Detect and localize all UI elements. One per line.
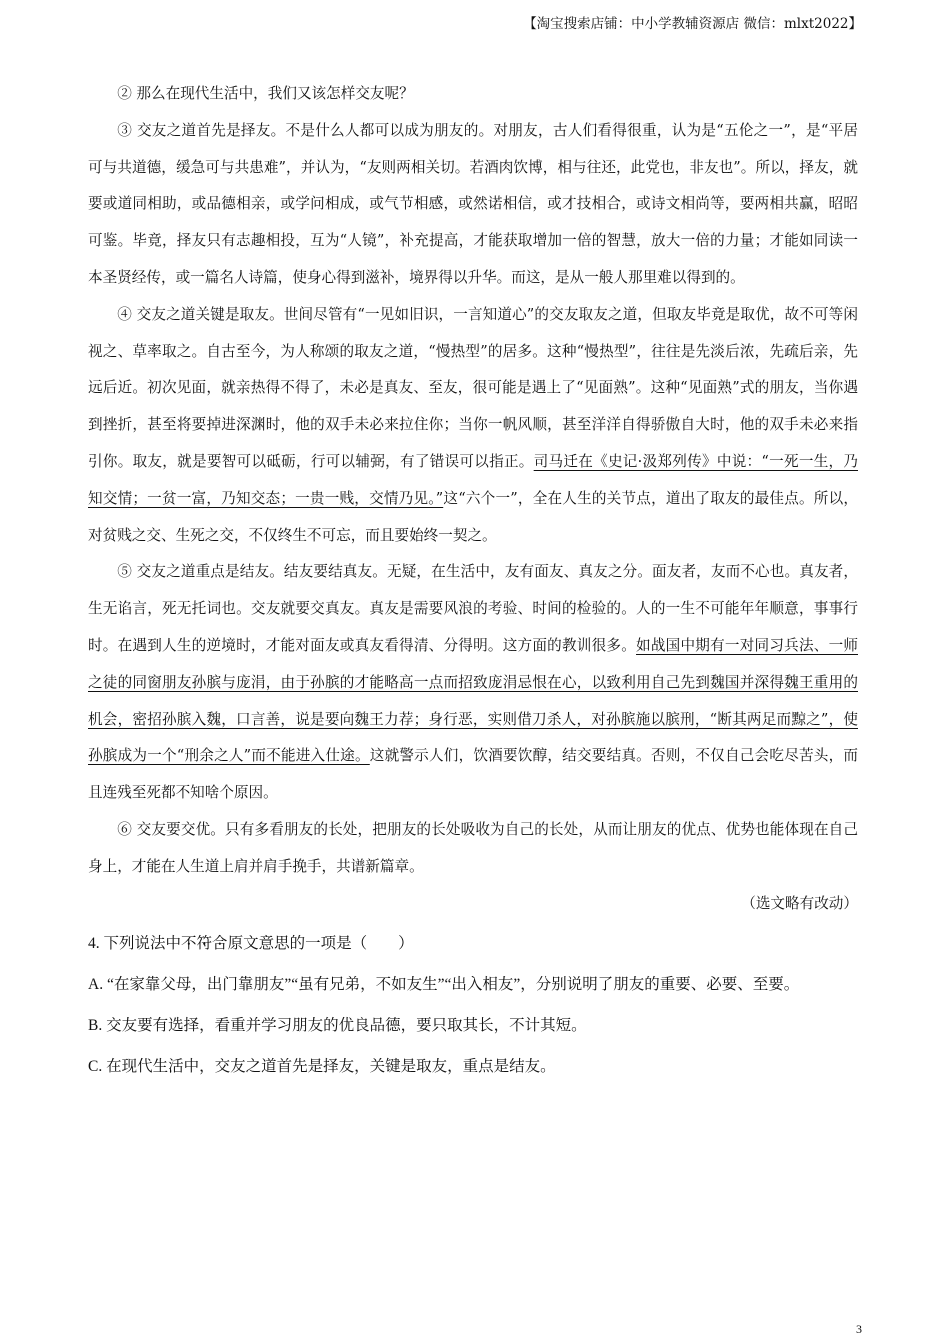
paragraph-5-text-b: 这就警示人们，饮酒要饮醇，结交要结真。否则，不仅自己会吃尽苦头，而且连残至死都不知啥个原因。 <box>88 747 858 802</box>
paragraph-5 <box>88 554 858 812</box>
option-a: A. “在家靠父母，出门靠朋友”“虽有兄弟，不如友生”“出入相友”，分别说明了朋友的重要、必要、至要。 <box>88 976 800 994</box>
paragraph-5-underlined-example: 如战国中期有一对同习兵法、一师之徒的同窗朋友孙膑与庞涓，由于孙膑的才能略高一点而招致庞涓忌恨在心，以致利用自己先到魏国并深得魏王重用的机会，密招孙膑入魏，口言善，说是要向魏王力荐；身行恶，实则借刀杀人，对孙膑施以膑刑，“断其两足而黥之”，使孙膑成为一个“刑余之人”而不能进入仕途。 <box>88 636 858 765</box>
emphasis-char: 合 • <box>212 935 228 952</box>
option-c: C. 在现代生活中，交友之道首先是择友，关键是取友，重点是结友。 <box>88 1057 556 1075</box>
paragraph-6: ⑥ 交友要交优。只有多看朋友的长处，把朋友的长处吸收为自己的长处，从而让朋友的优点、优势也能体现在自己身上，才能在人生道上肩并肩手挽手，共谱新篇章。 <box>88 820 858 875</box>
source-note: （选文略有改动） <box>741 894 858 912</box>
paragraph-4-underlined-quote: 司马迁在《史记·汲郑列传》中说：“一死一生，乃知交情；一贫一富，乃知交态；一贵一贱，交情乃见。” <box>88 452 858 507</box>
question-4-stem <box>88 926 858 963</box>
option-b: B. 交友要有选择，看重并学习朋友的优良品德，要只取其长，不计其短。 <box>88 1016 587 1034</box>
article-body <box>88 76 858 1086</box>
emphasis-char: 不 • <box>181 935 197 952</box>
question-prefix: 4. 下列说法中 <box>88 935 182 953</box>
paragraph-2: ② 那么在现代生活中，我们又该怎样交友呢？ <box>117 85 414 102</box>
paragraph-4 <box>88 297 858 555</box>
paragraph-4-text-b: 这“六个一”，全在人生的关节点，道出了取友的最佳点。所以，对贫贱之交、生死之交，不仅终生不可忘，而且要始终一契之。 <box>88 489 858 544</box>
paragraph-3: ③ 交友之道首先是择友。不是什么人都可以成为朋友的。对朋友，古人们看得很重，认为是“五伦之一”，是“平居可与共道德，缓急可与共患难”，并认为，“友则两相关切。若酒肉饮博，相与往还，此党也，非友也”。所以，择友，就要或道同相助，或品德相亲，或学问相成，或气节相感，或然诺相信，或才技相合，或诗文相尚等，要两相共赢，昭昭可鉴。毕竟，择友只有志趣相投，互为“人镜”，补充提高，才能获取增加一倍的智慧，放大一倍的力量；才能如同读一本圣贤经传，或一篇名人诗篇，使身心得到滋补，境界得以升华。而这，是从一般人那里难以得到的。 <box>88 121 858 286</box>
page-number: 3 <box>856 1322 862 1336</box>
emphasis-char: 符 • <box>197 935 213 952</box>
watermark-header: 【淘宝搜索店铺：中小学教辅资源店 微信：mlxt2022】 <box>523 16 862 32</box>
question-suffix: 原文意思的一项是（ ） <box>227 935 414 953</box>
paragraph-5-text-a: ⑤ 交友之道重点是结友。结友要结真友。无疑，在生活中，友有面友、真友之分。面友者，友而不心也。真友者，生无谄言，死无托词也。交友就要交真友。真友是需要风浪的考验、时间的检验的。人的一生不可能年年顺意，事事行时。在遇到人生的逆境时，才能对面友或真友看得清、分得明。这方面的教训很多。 <box>88 563 858 654</box>
paragraph-4-text-a: ④ 交友之道关键是取友。世间尽管有“一见如旧识，一言知道心”的交友取友之道，但取友毕竟是取优，故不可等闲视之、草率取之。自古至今，为人称颂的取友之道，“慢热型”的居多。这种“慢热型”，往往是先淡后浓，先疏后亲，先远后近。初次见面，就亲热得不得了，未必是真友、至友，很可能是遇上了“见面熟”。这种“见面熟”式的朋友，当你遇到挫折，甚至将要掉进深渊时，他的双手未必来拉住你；当你一帆风顺，甚至洋洋自得骄傲自大时，他的双手未必来指引你。取友，就是要智可以砥砺，行可以辅弼，有了错误可以指正。 <box>88 305 858 470</box>
